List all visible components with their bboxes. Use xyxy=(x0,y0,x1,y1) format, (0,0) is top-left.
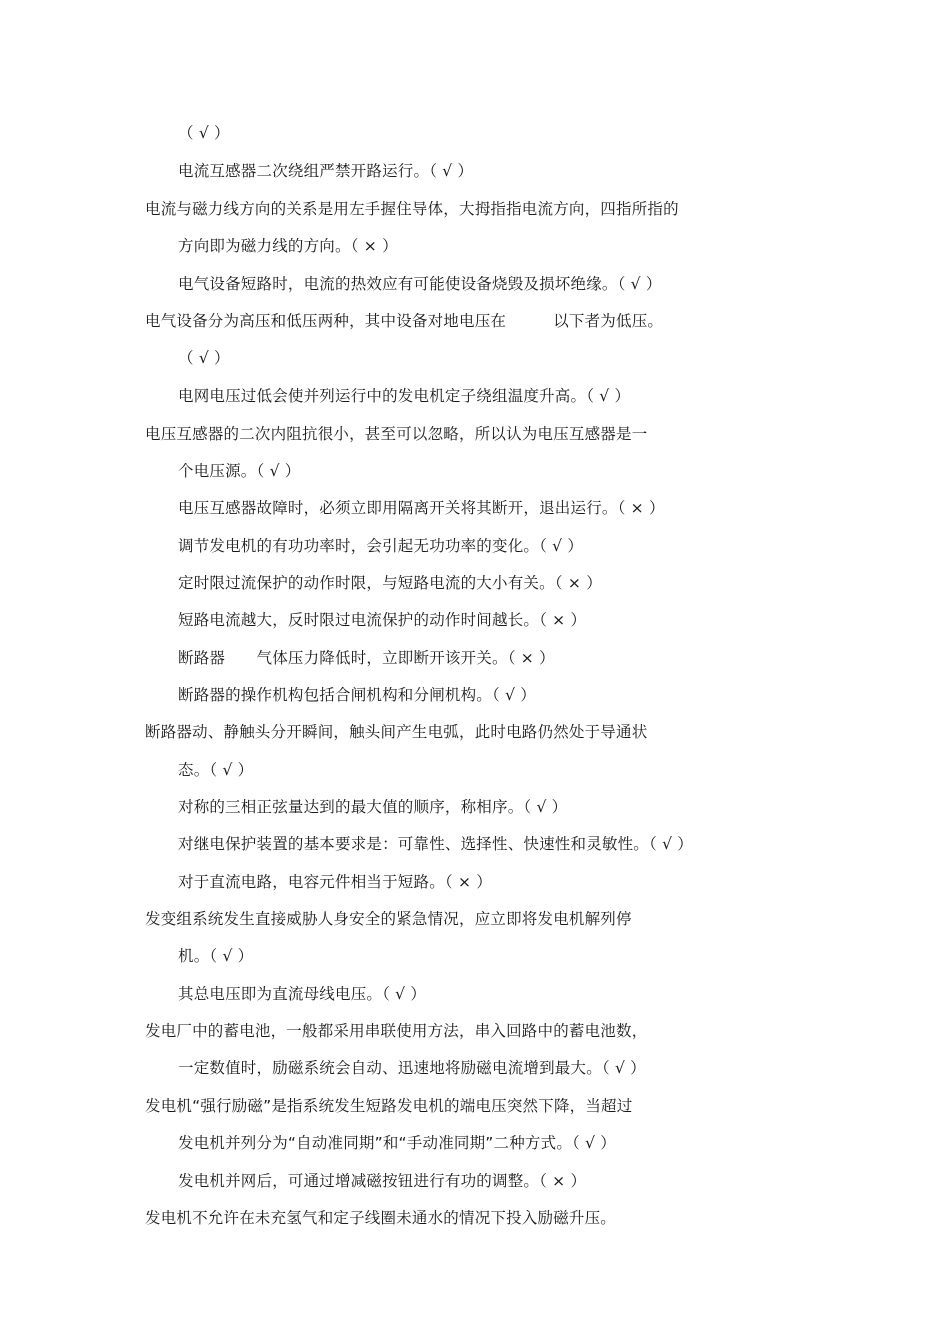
text-line: 个电压源。（ √ ） xyxy=(178,462,301,480)
text-line: 对于直流电路，电容元件相当于短路。（ × ） xyxy=(178,873,492,891)
text-line: 发电厂中的蓄电池，一般都采用串联使用方法，串入回路中的蓄电池数， xyxy=(145,1022,648,1040)
text-line: 对称的三相正弦量达到的最大值的顺序，称相序。（ √ ） xyxy=(178,798,568,816)
text-line: 机。（ √ ） xyxy=(178,947,254,965)
text-line: 断路器 气体压力降低时，立即断开该开关。（ × ） xyxy=(178,649,555,667)
text-line: 电气设备分为高压和低压两种，其中设备对地电压在 以下者为低压。 xyxy=(145,312,664,330)
text-line: 方向即为磁力线的方向。（ × ） xyxy=(178,237,398,255)
text-line: 发电机并网后，可通过增减磁按钮进行有功的调整。（ × ） xyxy=(178,1172,587,1190)
text-line: 电气设备短路时，电流的热效应有可能使设备烧毁及损坏绝缘。（ √ ） xyxy=(178,275,662,293)
text-line: 其总电压即为直流母线电压。（ √ ） xyxy=(178,985,427,1003)
text-line: 一定数值时，励磁系统会自动、迅速地将励磁电流增到最大。（ √ ） xyxy=(178,1059,646,1077)
text-line: 发电机“强行励磁”是指系统发生短路发电机的端电压突然下降，当超过 xyxy=(145,1097,633,1115)
text-line: 调节发电机的有功功率时，会引起无功功率的变化。（ √ ） xyxy=(178,537,584,555)
text-line: 断路器的操作机构包括合闸机构和分闸机构。（ √ ） xyxy=(178,686,536,704)
text-line: 定时限过流保护的动作时限，与短路电流的大小有关。（ × ） xyxy=(178,574,602,592)
text-line: 电流互感器二次绕组严禁开路运行。（ √ ） xyxy=(178,162,474,180)
text-line: 断路器动、静触头分开瞬间，触头间产生电弧，此时电路仍然处于导通状 xyxy=(145,723,648,741)
text-line: 发电机不允许在未充氢气和定子线圈未通水的情况下投入励磁升压。 xyxy=(145,1209,617,1227)
text-line: 态。（ √ ） xyxy=(178,761,254,779)
text-line: 电压互感器故障时，必须立即用隔离开关将其断开，退出运行。（ × ） xyxy=(178,499,665,517)
text-line: （ √ ） xyxy=(178,349,230,367)
text-line: 短路电流越大，反时限过电流保护的动作时间越长。（ × ） xyxy=(178,611,587,629)
text-line: （ √ ） xyxy=(178,124,230,142)
text-line: 对继电保护装置的基本要求是：可靠性、选择性、快速性和灵敏性。（ √ ） xyxy=(178,835,693,853)
text-line: 电流与磁力线方向的关系是用左手握住导体，大拇指指电流方向，四指所指的 xyxy=(145,200,679,218)
text-line: 电压互感器的二次内阻抗很小，甚至可以忽略，所以认为电压互感器是一 xyxy=(145,425,648,443)
text-line: 发变组系统发生直接威胁人身安全的紧急情况，应立即将发电机解列停 xyxy=(145,910,632,928)
text-line: 发电机并列分为“自动准同期”和“手动准同期”二种方式。（ √ ） xyxy=(178,1134,617,1152)
text-line: 电网电压过低会使并列运行中的发电机定子绕组温度升高。（ √ ） xyxy=(178,387,631,405)
